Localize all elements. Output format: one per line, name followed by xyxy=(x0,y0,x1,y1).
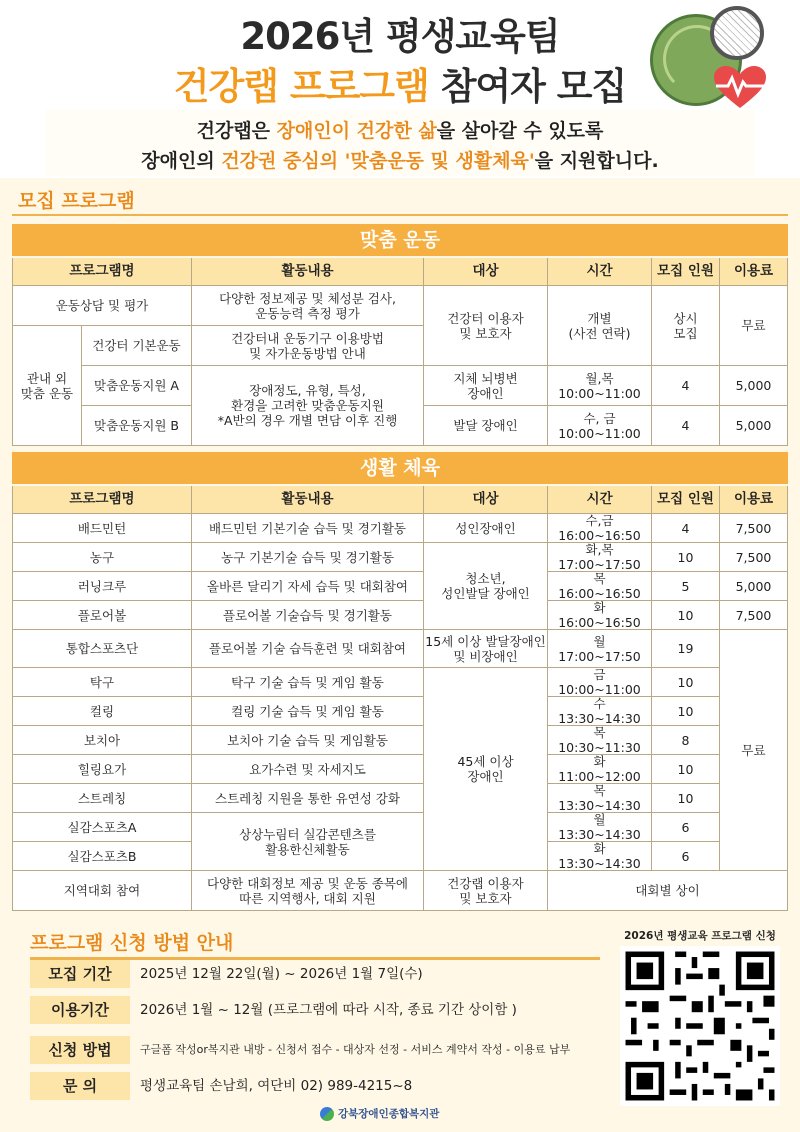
program-content: 농구 기본기술 습득 및 경기활동 xyxy=(192,543,424,572)
program-name: 통합스포츠단 xyxy=(12,630,192,668)
apply-label-period: 모집 기간 xyxy=(30,960,130,988)
program-content: 다양한 대회정보 제공 및 운동 종목에 따른 지역행사, 대회 지원 xyxy=(192,871,424,911)
program-content: 요가수련 및 자세지도 xyxy=(192,755,424,784)
program-name: 보치아 xyxy=(12,726,192,755)
program-count: 10 xyxy=(652,697,720,726)
program-time: 수 13:30~14:30 xyxy=(548,697,652,726)
racket-icon xyxy=(710,6,764,60)
program-content: 탁구 기술 습득 및 게임 활동 xyxy=(192,668,424,697)
tagline-highlight: 건강권 중심의 '맞춤운동 및 생활체육' xyxy=(221,150,535,172)
column-header: 모집 인원 xyxy=(652,258,720,286)
program-name: 플로어볼 xyxy=(12,601,192,630)
qr-code-icon[interactable] xyxy=(620,946,780,1106)
tagline-text: 장애인의 xyxy=(141,150,222,172)
program-count: 4 xyxy=(652,514,720,543)
tagline-text: 을 지원합니다. xyxy=(534,150,659,172)
program-content: 다양한 정보제공 및 체성분 검사, 운동능력 측정 평가 xyxy=(192,286,424,326)
program-time: 화 16:00~16:50 xyxy=(548,601,652,630)
program-name: 실감스포츠A xyxy=(12,813,192,842)
program-time: 월,목 10:00~11:00 xyxy=(548,366,652,406)
program-count: 6 xyxy=(652,842,720,871)
program-target: 건강터 이용자 및 보호자 xyxy=(424,286,548,366)
tagline-line1 xyxy=(45,116,755,143)
program-target: 발달 장애인 xyxy=(424,406,548,446)
program-name: 맞춤운동지원 A xyxy=(82,366,192,406)
program-time: 화,목 17:00~17:50 xyxy=(548,543,652,572)
apply-value-usage: 2026년 1월 ~ 12월 (프로그램에 따라 시작, 종료 기간 상이함 ) xyxy=(140,1002,517,1018)
program-time: 목 16:00~16:50 xyxy=(548,572,652,601)
program-group: 관내 외 맞춤 운동 xyxy=(12,326,82,446)
tagline-text: 을 살아갈 수 있도록 xyxy=(436,120,604,142)
org-logo-icon xyxy=(320,1107,334,1121)
program-target: 지체 뇌병변 장애인 xyxy=(424,366,548,406)
program-count: 4 xyxy=(652,366,720,406)
column-header: 이용료 xyxy=(720,486,788,514)
column-header: 대상 xyxy=(424,486,548,514)
program-time: 개별 (사전 연락) xyxy=(548,286,652,366)
program-fee: 5,000 xyxy=(720,406,788,446)
program-time: 목 13:30~14:30 xyxy=(548,784,652,813)
program-name: 스트레칭 xyxy=(12,784,192,813)
program-count: 상시 모집 xyxy=(652,286,720,366)
program-name: 컬링 xyxy=(12,697,192,726)
program-time: 목 10:30~11:30 xyxy=(548,726,652,755)
program-name: 힐링요가 xyxy=(12,755,192,784)
apply-value-contact: 평생교육팀 손남희, 여단비 02) 989-4215~8 xyxy=(140,1078,413,1094)
program-target: 성인장애인 xyxy=(424,514,548,543)
program-time: 화 13:30~14:30 xyxy=(548,842,652,871)
program-target: 15세 이상 발달장애인 및 비장애인 xyxy=(424,630,548,668)
column-header: 활동내용 xyxy=(192,486,424,514)
program-fee: 7,500 xyxy=(720,514,788,543)
column-header: 프로그램명 xyxy=(12,258,192,286)
program-fee: 무료 xyxy=(720,286,788,366)
program-time: 화 11:00~12:00 xyxy=(548,755,652,784)
program-fee: 5,000 xyxy=(720,572,788,601)
tagline-box xyxy=(45,110,755,176)
program-count: 8 xyxy=(652,726,720,755)
program-content: 상상누림터 실감콘텐츠를 활용한신체활동 xyxy=(192,813,424,871)
tagline-text: 건강랩은 xyxy=(196,120,277,142)
column-header: 대상 xyxy=(424,258,548,286)
program-name: 러닝크루 xyxy=(12,572,192,601)
apply-label-contact: 문 의 xyxy=(30,1072,130,1100)
program-fee: 무료 xyxy=(720,630,788,871)
program-time: 월 17:00~17:50 xyxy=(548,630,652,668)
program-content: 건강터내 운동기구 이용방법 및 자가운동방법 안내 xyxy=(192,326,424,366)
org-name: 강북장애인종합복지관 xyxy=(338,1108,440,1120)
program-name: 맞춤운동지원 B xyxy=(82,406,192,446)
apply-value-method: 구글폼 작성or복지관 내방 - 신청서 접수 - 대상자 선정 - 서비스 계약서 작성 - 이용료 납부 xyxy=(140,1043,571,1056)
program-name: 탁구 xyxy=(12,668,192,697)
apply-label-usage: 이용기간 xyxy=(30,996,130,1024)
program-count: 10 xyxy=(652,668,720,697)
program-target: 청소년, 성인발달 장애인 xyxy=(424,543,548,630)
program-target: 45세 이상 장애인 xyxy=(424,668,548,871)
program-content: 플로어볼 기술습득 및 경기활동 xyxy=(192,601,424,630)
column-header: 시간 xyxy=(548,258,652,286)
program-name: 지역대회 참여 xyxy=(12,871,192,911)
apply-value-period: 2025년 12월 22일(월) ~ 2026년 1월 7일(수) xyxy=(140,966,423,982)
column-header: 모집 인원 xyxy=(652,486,720,514)
program-fee: 7,500 xyxy=(720,543,788,572)
program-count: 10 xyxy=(652,601,720,630)
title-year-team: 2026년 평생교육팀 xyxy=(240,15,560,58)
program-name: 농구 xyxy=(12,543,192,572)
band-custom-exercise: 맞춤 운동 xyxy=(12,224,788,256)
tagline-highlight: 장애인이 건강한 삶 xyxy=(276,120,437,142)
column-header: 프로그램명 xyxy=(12,486,192,514)
program-time: 수, 금 10:00~11:00 xyxy=(548,406,652,446)
sports-table-body xyxy=(12,514,788,914)
program-content: 컬링 기술 습득 및 게임 활동 xyxy=(192,697,424,726)
section-divider xyxy=(12,214,788,216)
title-program-rest: 참여자 모집 xyxy=(440,65,627,108)
section-title-apply: 프로그램 신청 방법 안내 xyxy=(30,932,234,954)
table-header-row xyxy=(12,486,788,514)
program-count: 6 xyxy=(652,813,720,842)
program-time: 월 13:30~14:30 xyxy=(548,813,652,842)
custom-table-body xyxy=(12,286,788,446)
program-count: 19 xyxy=(652,630,720,668)
program-fee: 5,000 xyxy=(720,366,788,406)
program-count: 4 xyxy=(652,406,720,446)
program-content: 올바른 달리기 자세 습득 및 대회참여 xyxy=(192,572,424,601)
column-header: 이용료 xyxy=(720,258,788,286)
qr-label: 2026년 평생교육 프로그램 신청 xyxy=(624,930,776,942)
program-time: 수,금 16:00~16:50 xyxy=(548,514,652,543)
program-count: 10 xyxy=(652,755,720,784)
program-name: 운동상담 및 평가 xyxy=(12,286,192,326)
poster-header xyxy=(0,0,800,178)
title-program-highlight: 건강랩 프로그램 xyxy=(173,65,429,108)
program-name: 배드민턴 xyxy=(12,514,192,543)
program-other: 대회별 상이 xyxy=(548,871,788,911)
org-logo xyxy=(320,1106,439,1121)
table-header-row xyxy=(12,258,788,286)
program-fee: 7,500 xyxy=(720,601,788,630)
column-header: 시간 xyxy=(548,486,652,514)
program-content: 보치아 기술 습득 및 게임활동 xyxy=(192,726,424,755)
program-count: 10 xyxy=(652,543,720,572)
program-content: 스트레칭 지원을 통한 유연성 강화 xyxy=(192,784,424,813)
program-content: 장애정도, 유형, 특성, 환경을 고려한 맞춤운동지원 *A반의 경우 개별 면담 이후 진행 xyxy=(192,366,424,446)
column-header: 활동내용 xyxy=(192,258,424,286)
tagline-line2 xyxy=(45,146,755,173)
program-target: 건강랩 이용자 및 보호자 xyxy=(424,871,548,911)
apply-label-method: 신청 방법 xyxy=(30,1036,130,1064)
program-content: 플로어볼 기술 습득훈련 및 대회참여 xyxy=(192,630,424,668)
program-time: 금 10:00~11:00 xyxy=(548,668,652,697)
program-content: 배드민턴 기본기술 습득 및 경기활동 xyxy=(192,514,424,543)
section-title-recruit: 모집 프로그램 xyxy=(18,190,135,212)
program-name: 실감스포츠B xyxy=(12,842,192,871)
program-name: 건강터 기본운동 xyxy=(82,326,192,366)
program-count: 5 xyxy=(652,572,720,601)
band-life-sports: 생활 체육 xyxy=(12,452,788,484)
heartbeat-icon xyxy=(712,64,768,110)
program-count: 10 xyxy=(652,784,720,813)
